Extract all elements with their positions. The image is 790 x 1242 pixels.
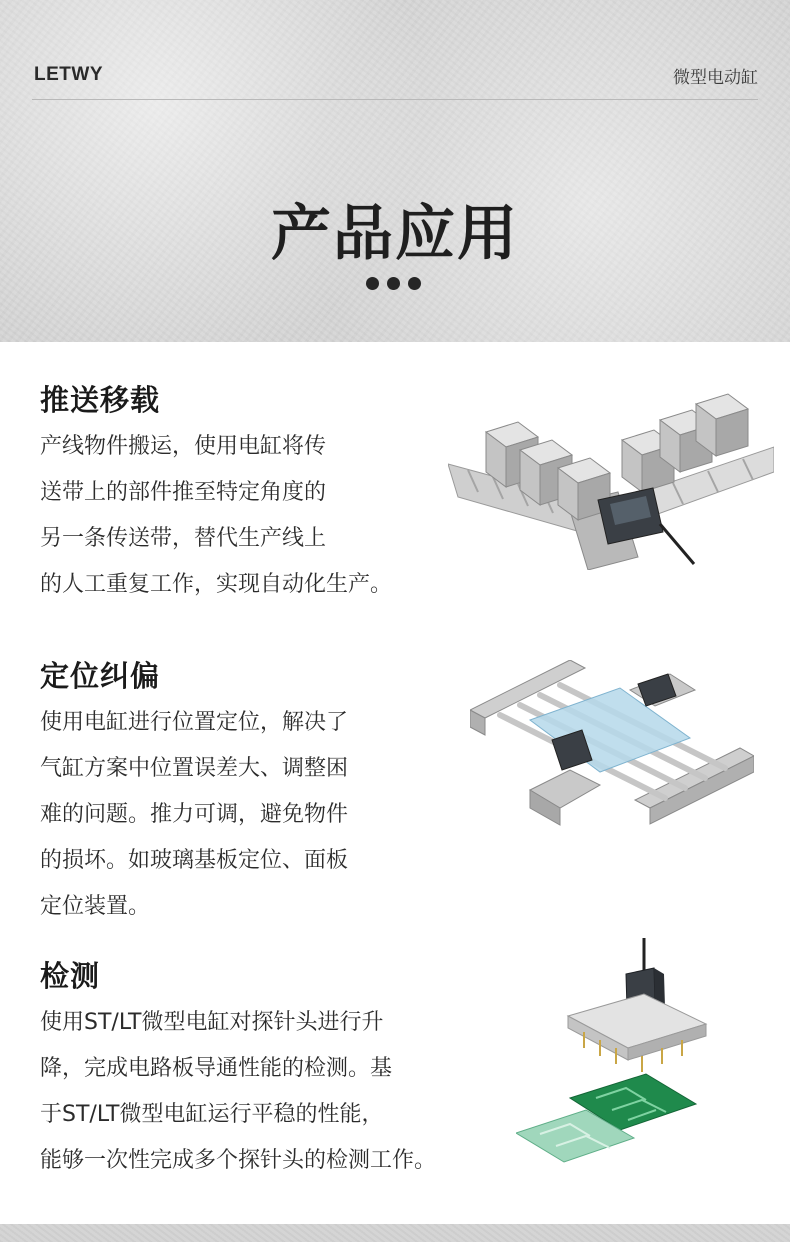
section-push-transfer: [40, 378, 392, 613]
decorative-dots: [366, 277, 426, 291]
body-line: 难的问题。推力可调，避免物件: [40, 802, 349, 827]
conveyor-transfer-illustration: [448, 392, 774, 570]
dot-icon: [366, 277, 379, 290]
body-line: 降，完成电路板导通性能的检测。基: [40, 1056, 393, 1081]
dot-icon: [408, 277, 421, 290]
body-line: 另一条传送带，替代生产线上: [40, 526, 327, 551]
section-body: [40, 429, 392, 613]
body-line: 定位装置。: [40, 894, 151, 919]
section-title: 定位纠偏: [40, 659, 161, 693]
pcb-probe-test-illustration: [516, 938, 712, 1188]
section-positioning-correction: [40, 654, 348, 935]
section-title: 检测: [40, 959, 101, 993]
body-line: 送带上的部件推至特定角度的: [40, 480, 327, 505]
product-category: 微型电动缸: [673, 68, 758, 88]
body-line: 于ST/LT微型电缸运行平稳的性能，: [40, 1102, 384, 1127]
bottom-texture-band: [0, 1224, 790, 1242]
body-line: 使用ST/LT微型电缸对探针头进行升: [40, 1010, 384, 1035]
body-line: 气缸方案中位置误差大、调整困: [40, 756, 349, 781]
body-line: 能够一次性完成多个探针头的检测工作。: [40, 1148, 437, 1173]
body-line: 的损坏。如玻璃基板定位、面板: [40, 848, 349, 873]
header-divider: [32, 99, 758, 100]
page-title: 产品应用: [271, 199, 519, 269]
brand-logo-text: LETWY: [34, 64, 103, 85]
header-banner: [0, 0, 790, 342]
section-title: 推送移载: [40, 383, 161, 417]
body-line: 产线物件搬运，使用电缸将传: [40, 434, 327, 459]
body-line: 的人工重复工作，实现自动化生产。: [40, 572, 393, 597]
glass-positioning-illustration: [470, 660, 754, 836]
dot-icon: [387, 277, 400, 290]
section-body: [40, 1005, 436, 1189]
section-inspection: [40, 954, 436, 1189]
body-line: 使用电缸进行位置定位，解决了: [40, 710, 349, 735]
section-body: [40, 705, 348, 935]
